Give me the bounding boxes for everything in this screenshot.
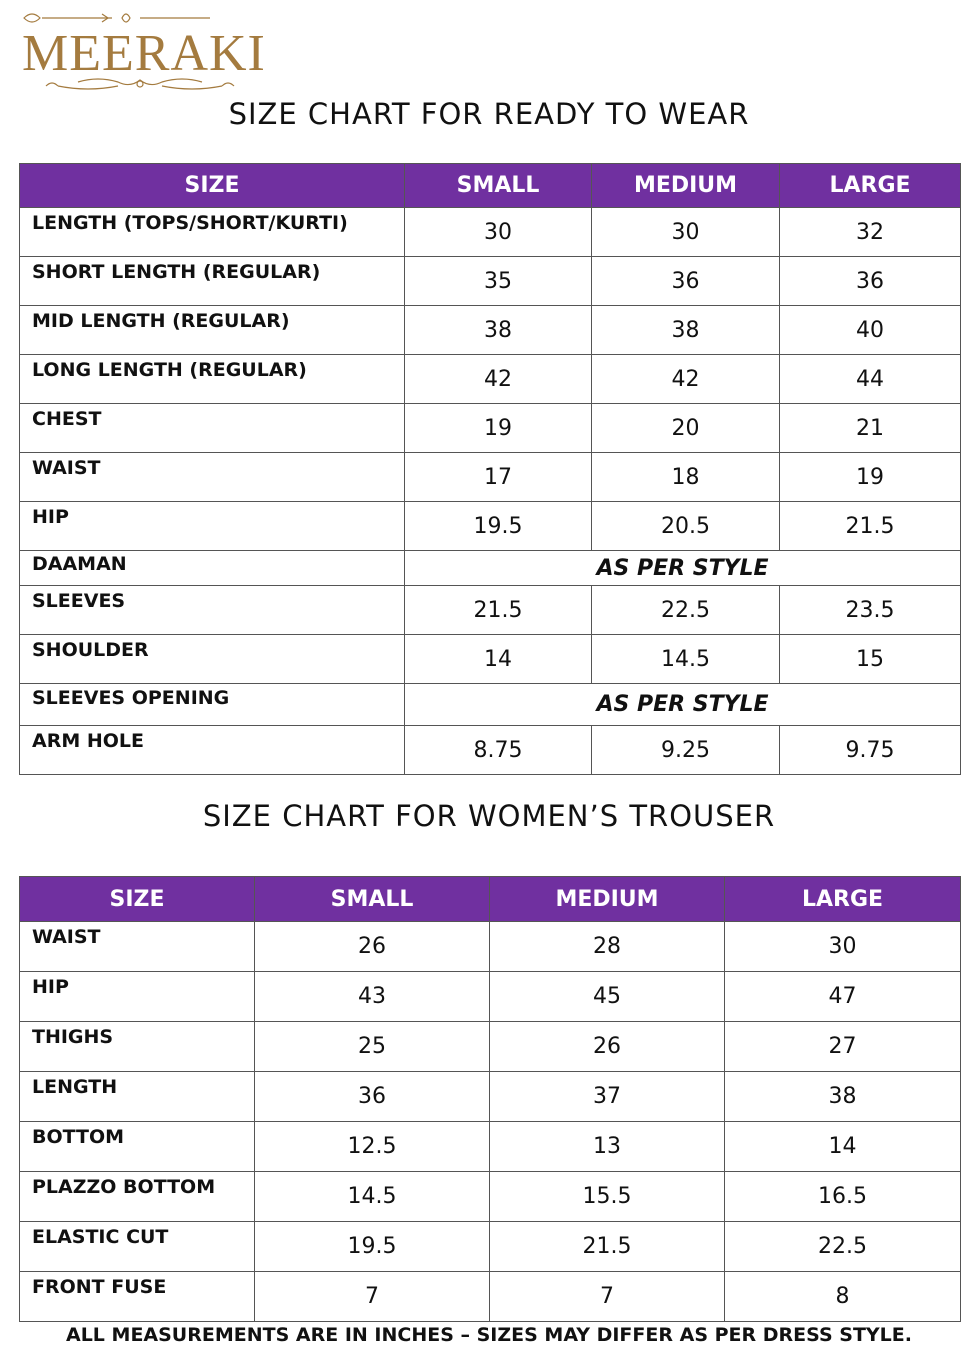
cell-small: 17 <box>405 453 592 502</box>
cell-large: 14 <box>725 1122 961 1172</box>
table-row <box>20 972 961 1022</box>
row-label: SLEEVES OPENING <box>20 684 405 726</box>
cell-large: 21.5 <box>780 502 961 551</box>
row-label: LENGTH (TOPS/SHORT/KURTI) <box>20 208 405 257</box>
header-large: LARGE <box>780 164 961 208</box>
cell-medium: 37 <box>490 1072 725 1122</box>
row-label: SLEEVES <box>20 586 405 635</box>
cell-small: 19 <box>405 404 592 453</box>
table-row <box>20 586 961 635</box>
table-row <box>20 1222 961 1272</box>
cell-medium: 13 <box>490 1122 725 1172</box>
table-header-row <box>20 164 961 208</box>
table-row <box>20 726 961 775</box>
cell-small: 36 <box>255 1072 490 1122</box>
header-small: SMALL <box>405 164 592 208</box>
table-row <box>20 1072 961 1122</box>
cell-large: 15 <box>780 635 961 684</box>
cell-medium: 20 <box>592 404 780 453</box>
cell-medium: 7 <box>490 1272 725 1322</box>
trouser-title: SIZE CHART FOR WOMEN’S TROUSER <box>202 799 776 833</box>
cell-large: 44 <box>780 355 961 404</box>
cell-large: 32 <box>780 208 961 257</box>
cell-large: 21 <box>780 404 961 453</box>
cell-medium: 45 <box>490 972 725 1022</box>
header-medium: MEDIUM <box>592 164 780 208</box>
cell-medium: 30 <box>592 208 780 257</box>
cell-small: 25 <box>255 1022 490 1072</box>
cell-small: 14.5 <box>255 1172 490 1222</box>
cell-medium: 15.5 <box>490 1172 725 1222</box>
table-row <box>20 1172 961 1222</box>
table-row <box>20 551 961 586</box>
merged-cell: AS PER STYLE <box>405 684 961 726</box>
cell-large: 30 <box>725 922 961 972</box>
cell-large: 9.75 <box>780 726 961 775</box>
table-row <box>20 404 961 453</box>
cell-large: 23.5 <box>780 586 961 635</box>
table-row <box>20 208 961 257</box>
table-row <box>20 1022 961 1072</box>
brand-logo <box>18 6 280 98</box>
table-row <box>20 257 961 306</box>
cell-small: 12.5 <box>255 1122 490 1172</box>
row-label: HIP <box>20 502 405 551</box>
row-label: HIP <box>20 972 255 1022</box>
cell-large: 16.5 <box>725 1172 961 1222</box>
table-row <box>20 1272 961 1322</box>
cell-medium: 38 <box>592 306 780 355</box>
header-size: SIZE <box>20 164 405 208</box>
row-label: WAIST <box>20 453 405 502</box>
row-label: ARM HOLE <box>20 726 405 775</box>
cell-small: 8.75 <box>405 726 592 775</box>
trouser-size-table <box>19 876 961 1322</box>
cell-small: 26 <box>255 922 490 972</box>
brand-name: MEERAKI <box>22 25 266 82</box>
cell-medium: 9.25 <box>592 726 780 775</box>
cell-medium: 26 <box>490 1022 725 1072</box>
cell-large: 40 <box>780 306 961 355</box>
row-label: SHOULDER <box>20 635 405 684</box>
header-large: LARGE <box>725 877 961 922</box>
cell-small: 38 <box>405 306 592 355</box>
row-label: BOTTOM <box>20 1122 255 1172</box>
row-label: ELASTIC CUT <box>20 1222 255 1272</box>
row-label: CHEST <box>20 404 405 453</box>
cell-small: 14 <box>405 635 592 684</box>
header-medium: MEDIUM <box>490 877 725 922</box>
cell-small: 7 <box>255 1272 490 1322</box>
row-label: SHORT LENGTH (REGULAR) <box>20 257 405 306</box>
cell-small: 30 <box>405 208 592 257</box>
header-small: SMALL <box>255 877 490 922</box>
cell-large: 38 <box>725 1072 961 1122</box>
table-row <box>20 684 961 726</box>
table-row <box>20 355 961 404</box>
merged-cell: AS PER STYLE <box>405 551 961 586</box>
cell-large: 47 <box>725 972 961 1022</box>
table-header-row <box>20 877 961 922</box>
cell-large: 19 <box>780 453 961 502</box>
cell-medium: 36 <box>592 257 780 306</box>
row-label: LENGTH <box>20 1072 255 1122</box>
table-row <box>20 453 961 502</box>
cell-medium: 42 <box>592 355 780 404</box>
cell-small: 19.5 <box>255 1222 490 1272</box>
cell-large: 8 <box>725 1272 961 1322</box>
row-label: LONG LENGTH (REGULAR) <box>20 355 405 404</box>
row-label: THIGHS <box>20 1022 255 1072</box>
table-row <box>20 922 961 972</box>
cell-large: 27 <box>725 1022 961 1072</box>
rtw-title: SIZE CHART FOR READY TO WEAR <box>228 97 750 131</box>
cell-small: 19.5 <box>405 502 592 551</box>
table-row <box>20 1122 961 1172</box>
cell-small: 35 <box>405 257 592 306</box>
row-label: PLAZZO BOTTOM <box>20 1172 255 1222</box>
row-label: MID LENGTH (REGULAR) <box>20 306 405 355</box>
row-label: FRONT FUSE <box>20 1272 255 1322</box>
cell-large: 22.5 <box>725 1222 961 1272</box>
cell-small: 42 <box>405 355 592 404</box>
row-label: WAIST <box>20 922 255 972</box>
cell-small: 21.5 <box>405 586 592 635</box>
table-row <box>20 306 961 355</box>
cell-large: 36 <box>780 257 961 306</box>
row-label: DAAMAN <box>20 551 405 586</box>
cell-medium: 14.5 <box>592 635 780 684</box>
header-size: SIZE <box>20 877 255 922</box>
measurement-note: ALL MEASUREMENTS ARE IN INCHES – SIZES MAY DIFFER AS PER DRESS STYLE. <box>66 1324 912 1346</box>
cell-medium: 28 <box>490 922 725 972</box>
table-row <box>20 635 961 684</box>
ready-to-wear-size-table <box>19 163 961 775</box>
cell-medium: 21.5 <box>490 1222 725 1272</box>
cell-medium: 20.5 <box>592 502 780 551</box>
table-row <box>20 502 961 551</box>
cell-small: 43 <box>255 972 490 1022</box>
cell-medium: 18 <box>592 453 780 502</box>
cell-medium: 22.5 <box>592 586 780 635</box>
